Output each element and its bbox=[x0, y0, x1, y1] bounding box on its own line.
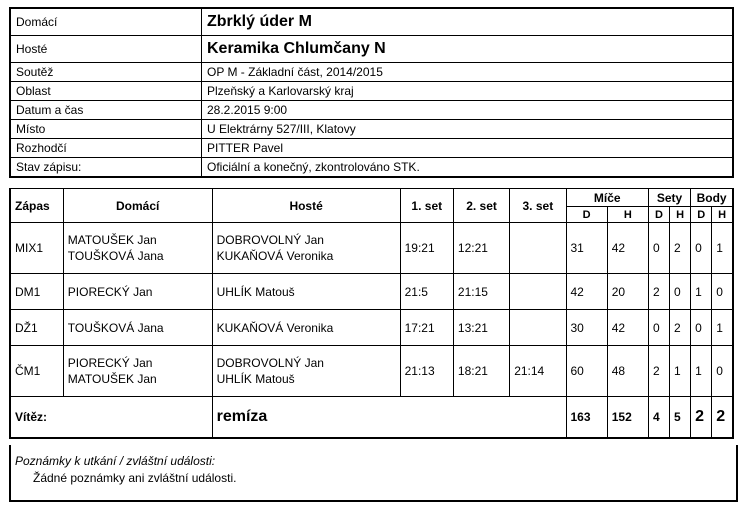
guests-players bbox=[212, 274, 400, 310]
competition-label: Soutěž bbox=[10, 63, 202, 82]
competition-value: OP M - Základní část, 2014/2015 bbox=[202, 63, 734, 82]
guests-players bbox=[212, 310, 400, 346]
set1-header: 1. set bbox=[400, 189, 453, 223]
points-d-header: D bbox=[691, 207, 712, 223]
home-player: PIORECKÝ Jan bbox=[67, 284, 153, 299]
points-h: 1 bbox=[712, 310, 733, 346]
set1-score: 19:21 bbox=[400, 223, 453, 274]
referee-value: PITTER Pavel bbox=[202, 139, 734, 158]
guests-label: Hosté bbox=[10, 36, 202, 63]
set2-header: 2. set bbox=[453, 189, 509, 223]
home-players bbox=[63, 310, 212, 346]
balls-h: 42 bbox=[607, 223, 648, 274]
game-id: ČM1 bbox=[10, 346, 63, 397]
game-id: MIX1 bbox=[10, 223, 63, 274]
home-player: MATOUŠEK Jan bbox=[67, 233, 157, 247]
set2-score: 18:21 bbox=[453, 346, 509, 397]
sets-h: 2 bbox=[670, 310, 691, 346]
set2-score: 21:15 bbox=[453, 274, 509, 310]
home-players bbox=[63, 274, 212, 310]
total-points-d: 2 bbox=[691, 397, 712, 439]
set3-score bbox=[510, 274, 566, 310]
balls-d: 42 bbox=[566, 274, 607, 310]
total-sets-d: 4 bbox=[648, 397, 669, 439]
sets-h: 0 bbox=[670, 274, 691, 310]
points-h: 0 bbox=[712, 346, 733, 397]
notes-section bbox=[9, 445, 738, 502]
sets-h: 2 bbox=[670, 223, 691, 274]
sets-d: 2 bbox=[648, 346, 669, 397]
points-h: 0 bbox=[712, 274, 733, 310]
total-balls-h: 152 bbox=[607, 397, 648, 439]
home-players bbox=[63, 223, 212, 274]
game-id: DM1 bbox=[10, 274, 63, 310]
place-label: Místo bbox=[10, 120, 202, 139]
points-d: 0 bbox=[691, 310, 712, 346]
sets-h: 1 bbox=[670, 346, 691, 397]
place-value: U Elektrárny 527/III, Klatovy bbox=[202, 120, 734, 139]
sets-h-header: H bbox=[670, 207, 691, 223]
guest-team: Keramika Chlumčany N bbox=[202, 36, 734, 63]
points-d: 1 bbox=[691, 346, 712, 397]
sets-d: 0 bbox=[648, 223, 669, 274]
game-row bbox=[10, 346, 733, 397]
guests-player: KUKAŇOVÁ Veronika bbox=[216, 249, 334, 263]
games-table bbox=[9, 188, 734, 439]
match-info-table bbox=[9, 7, 734, 178]
set1-score: 17:21 bbox=[400, 310, 453, 346]
guests-players bbox=[212, 346, 400, 397]
balls-d: 31 bbox=[566, 223, 607, 274]
set2-score: 13:21 bbox=[453, 310, 509, 346]
points-header: Body bbox=[691, 189, 733, 207]
points-d: 1 bbox=[691, 274, 712, 310]
set3-score bbox=[510, 310, 566, 346]
status-value: Oficiální a konečný, zkontrolováno STK. bbox=[202, 158, 734, 178]
points-h: 1 bbox=[712, 223, 733, 274]
sets-header: Sety bbox=[648, 189, 690, 207]
guests-header: Hosté bbox=[212, 189, 400, 223]
set1-score: 21:13 bbox=[400, 346, 453, 397]
sets-d: 0 bbox=[648, 310, 669, 346]
game-row bbox=[10, 310, 733, 346]
datetime-value: 28.2.2015 9:00 bbox=[202, 101, 734, 120]
home-player: MATOUŠEK Jan bbox=[67, 372, 157, 386]
balls-d: 30 bbox=[566, 310, 607, 346]
winner-label: Vítěz: bbox=[10, 397, 212, 439]
notes-body: Žádné poznámky ani zvláštní události. bbox=[33, 471, 237, 485]
balls-header: Míče bbox=[566, 189, 648, 207]
total-points-h: 2 bbox=[712, 397, 733, 439]
balls-h: 20 bbox=[607, 274, 648, 310]
home-player: PIORECKÝ Jan bbox=[67, 356, 153, 370]
area-value: Plzeňský a Karlovarský kraj bbox=[202, 82, 734, 101]
set2-score: 12:21 bbox=[453, 223, 509, 274]
balls-h: 42 bbox=[607, 310, 648, 346]
guests-player: KUKAŇOVÁ Veronika bbox=[216, 320, 334, 335]
set3-header: 3. set bbox=[510, 189, 566, 223]
set1-score: 21:5 bbox=[400, 274, 453, 310]
guests-players bbox=[212, 223, 400, 274]
total-sets-h: 5 bbox=[670, 397, 691, 439]
game-id: DŽ1 bbox=[10, 310, 63, 346]
guests-player: DOBROVOLNÝ Jan bbox=[216, 356, 324, 370]
home-player: TOUŠKOVÁ Jana bbox=[67, 249, 164, 263]
status-label: Stav zápisu: bbox=[10, 158, 202, 178]
game-row bbox=[10, 274, 733, 310]
home-players bbox=[63, 346, 212, 397]
home-header: Domácí bbox=[63, 189, 212, 223]
winner-value: remíza bbox=[212, 397, 566, 439]
balls-h: 48 bbox=[607, 346, 648, 397]
total-balls-d: 163 bbox=[566, 397, 607, 439]
match-header: Zápas bbox=[10, 189, 63, 223]
datetime-label: Datum a čas bbox=[10, 101, 202, 120]
points-d: 0 bbox=[691, 223, 712, 274]
sets-d-header: D bbox=[648, 207, 669, 223]
set3-score bbox=[510, 223, 566, 274]
balls-d: 60 bbox=[566, 346, 607, 397]
notes-title: Poznámky k utkání / zvláštní události: bbox=[15, 454, 216, 468]
guests-player: UHLÍK Matouš bbox=[216, 372, 295, 386]
home-player: TOUŠKOVÁ Jana bbox=[67, 320, 164, 335]
home-team: Zbrklý úder M bbox=[202, 8, 734, 36]
home-label: Domácí bbox=[10, 8, 202, 36]
guests-player: UHLÍK Matouš bbox=[216, 284, 295, 299]
referee-label: Rozhodčí bbox=[10, 139, 202, 158]
points-h-header: H bbox=[712, 207, 733, 223]
sets-d: 2 bbox=[648, 274, 669, 310]
guests-player: DOBROVOLNÝ Jan bbox=[216, 233, 324, 247]
area-label: Oblast bbox=[10, 82, 202, 101]
balls-h-header: H bbox=[607, 207, 648, 223]
balls-d-header: D bbox=[566, 207, 607, 223]
set3-score: 21:14 bbox=[510, 346, 566, 397]
game-row bbox=[10, 223, 733, 274]
